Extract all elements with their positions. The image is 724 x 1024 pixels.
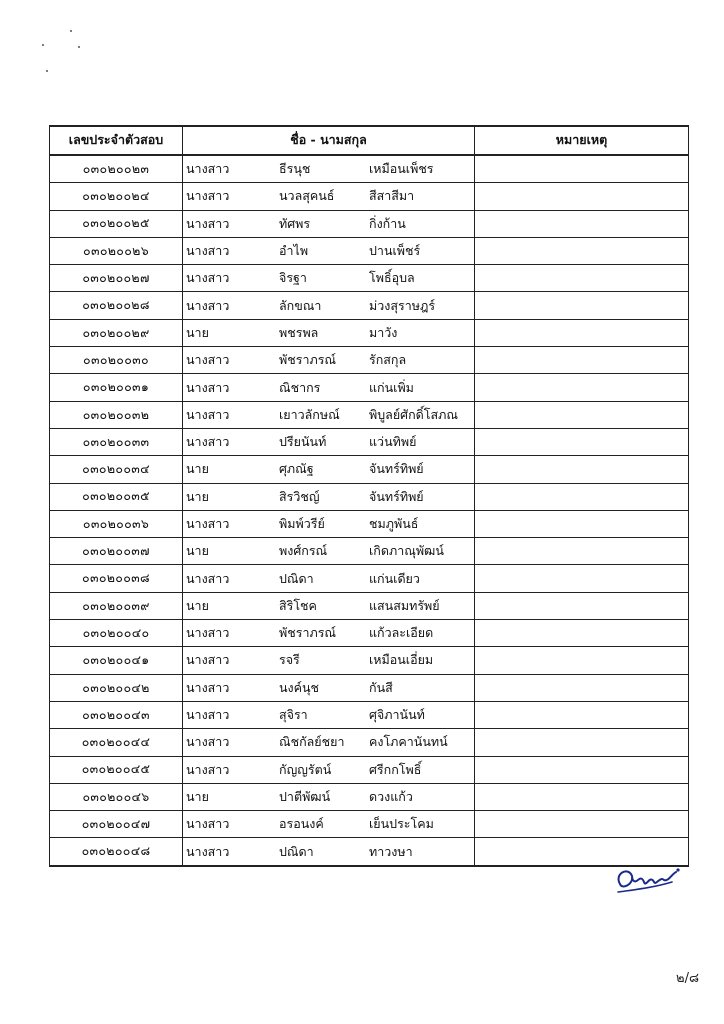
exam-id-cell: ๐๓๐๒๐๐๓๒: [50, 401, 183, 428]
name-title: นางสาว: [186, 351, 230, 367]
last-name: เหมือนเพ็ชร: [369, 160, 434, 176]
full-name-cell: [183, 538, 475, 565]
first-name: ปรียนันท์: [279, 433, 327, 449]
speck: [70, 30, 72, 32]
last-name: แก่นเดียว: [369, 570, 420, 586]
full-name-cell: [183, 701, 475, 728]
exam-id-cell: ๐๓๐๒๐๐๔๓: [50, 701, 183, 728]
header-full-name: ชื่อ - นามสกุล: [183, 126, 475, 155]
name-title: นาย: [186, 488, 209, 504]
last-name: ทาวงษา: [369, 843, 413, 859]
first-name: นงค์นุช: [279, 679, 320, 695]
first-name: พชรพล: [279, 324, 319, 340]
last-name: แก้วละเอียด: [369, 624, 434, 640]
table-row: [50, 292, 689, 319]
exam-id-cell: ๐๓๐๒๐๐๔๘: [50, 838, 183, 866]
table-row: [50, 701, 689, 728]
name-title: นางสาว: [186, 433, 230, 449]
name-title: นางสาว: [186, 706, 230, 722]
first-name: อรอนงค์: [279, 816, 324, 832]
first-name: ปาตีพัฒน์: [279, 788, 331, 804]
full-name-cell: [183, 756, 475, 783]
exam-id-cell: ๐๓๐๒๐๐๓๕: [50, 483, 183, 510]
remarks-cell: [475, 592, 689, 619]
exam-id-cell: ๐๓๐๒๐๐๓๓: [50, 428, 183, 455]
full-name-cell: [183, 811, 475, 838]
last-name: ม่วงสุราษฎร์: [369, 297, 436, 313]
name-title: นางสาว: [186, 379, 230, 395]
header-exam-id: เลขประจำตัวสอบ: [50, 126, 183, 155]
first-name: สุจิรา: [279, 706, 308, 722]
exam-id-cell: ๐๓๐๒๐๐๔๕: [50, 756, 183, 783]
remarks-cell: [475, 183, 689, 210]
table-row: [50, 811, 689, 838]
table-row: [50, 319, 689, 346]
first-name: เยาวลักษณ์: [279, 406, 340, 422]
last-name: ศรีกกโพธิ์: [369, 761, 422, 777]
last-name: โพธิ์อุบล: [369, 270, 415, 286]
name-title: นางสาว: [186, 843, 230, 859]
exam-id-cell: ๐๓๐๒๐๐๔๖: [50, 783, 183, 810]
table-row: [50, 183, 689, 210]
name-title: นาย: [186, 597, 209, 613]
first-name: ปณิดา: [279, 843, 314, 859]
last-name: เหมือนเอี่ยม: [369, 652, 434, 668]
name-title: นางสาว: [186, 297, 230, 313]
last-name: คงโภคานันทน์: [369, 734, 448, 750]
name-title: นาย: [186, 543, 209, 559]
full-name-cell: [183, 237, 475, 264]
table-row: [50, 456, 689, 483]
last-name: แว่นทิพย์: [369, 433, 417, 449]
full-name-cell: [183, 292, 475, 319]
table-row: [50, 265, 689, 292]
exam-id-cell: ๐๓๐๒๐๐๓๐: [50, 347, 183, 374]
name-title: นางสาว: [186, 188, 230, 204]
last-name: ชมภูพันธ์: [369, 515, 419, 531]
exam-id-cell: ๐๓๐๒๐๐๒๖: [50, 237, 183, 264]
table-row: [50, 729, 689, 756]
remarks-cell: [475, 428, 689, 455]
table-row: [50, 838, 689, 866]
name-title: นางสาว: [186, 624, 230, 640]
exam-id-cell: ๐๓๐๒๐๐๓๘: [50, 565, 183, 592]
last-name: จันทร์ทิพย์: [369, 488, 424, 504]
remarks-cell: [475, 319, 689, 346]
exam-id-cell: ๐๓๐๒๐๐๒๙: [50, 319, 183, 346]
remarks-cell: [475, 756, 689, 783]
name-title: นางสาว: [186, 242, 230, 258]
name-title: นาย: [186, 788, 209, 804]
first-name: จิรฐา: [279, 270, 307, 286]
first-name: กัญญรัตน์: [279, 761, 332, 777]
full-name-cell: [183, 347, 475, 374]
remarks-cell: [475, 292, 689, 319]
full-name-cell: [183, 647, 475, 674]
table-header-row: [50, 126, 689, 155]
name-title: นางสาว: [186, 160, 230, 176]
exam-id-cell: ๐๓๐๒๐๐๔๐: [50, 620, 183, 647]
table-row: [50, 210, 689, 237]
first-name: พัชราภรณ์: [279, 624, 337, 640]
name-title: นางสาว: [186, 406, 230, 422]
last-name: เกิดภาณุพัฒน์: [369, 543, 444, 559]
speck: [46, 70, 48, 72]
remarks-cell: [475, 674, 689, 701]
remarks-cell: [475, 374, 689, 401]
full-name-cell: [183, 510, 475, 537]
scan-specks: [30, 28, 90, 88]
last-name: แก่นเพิ่ม: [369, 379, 414, 395]
remarks-cell: [475, 401, 689, 428]
exam-id-cell: ๐๓๐๒๐๐๓๑: [50, 374, 183, 401]
remarks-cell: [475, 265, 689, 292]
full-name-cell: [183, 401, 475, 428]
full-name-cell: [183, 783, 475, 810]
last-name: แสนสมทรัพย์: [369, 597, 440, 613]
table-row: [50, 592, 689, 619]
exam-id-cell: ๐๓๐๒๐๐๒๗: [50, 265, 183, 292]
table-row: [50, 401, 689, 428]
first-name: ณิชกัลย์ชยา: [279, 734, 345, 750]
exam-id-cell: ๐๓๐๒๐๐๓๔: [50, 456, 183, 483]
first-name: ลักขณา: [279, 297, 322, 313]
table-body: [50, 155, 689, 866]
table-row: [50, 483, 689, 510]
exam-id-cell: ๐๓๐๒๐๐๒๘: [50, 292, 183, 319]
page-number: ๒/๘: [676, 971, 699, 986]
full-name-cell: [183, 155, 475, 183]
full-name-cell: [183, 729, 475, 756]
last-name: กิ่งก้าน: [369, 215, 406, 231]
table-row: [50, 620, 689, 647]
full-name-cell: [183, 265, 475, 292]
table-row: [50, 756, 689, 783]
table-row: [50, 374, 689, 401]
exam-id-cell: ๐๓๐๒๐๐๔๔: [50, 729, 183, 756]
full-name-cell: [183, 620, 475, 647]
table-row: [50, 647, 689, 674]
name-title: นาย: [186, 324, 209, 340]
name-title: นาย: [186, 461, 209, 477]
name-title: นางสาว: [186, 761, 230, 777]
full-name-cell: [183, 456, 475, 483]
last-name: เย็นประโคม: [369, 816, 434, 832]
remarks-cell: [475, 811, 689, 838]
remarks-cell: [475, 783, 689, 810]
remarks-cell: [475, 483, 689, 510]
last-name: สีสาสีมา: [369, 188, 415, 204]
full-name-cell: [183, 210, 475, 237]
remarks-cell: [475, 155, 689, 183]
name-title: นางสาว: [186, 816, 230, 832]
exam-id-cell: ๐๓๐๒๐๐๓๗: [50, 538, 183, 565]
name-title: นางสาว: [186, 515, 230, 531]
first-name: อำไพ: [279, 242, 309, 258]
last-name: กันสี: [369, 679, 393, 695]
full-name-cell: [183, 183, 475, 210]
remarks-cell: [475, 456, 689, 483]
last-name: ปานเพ็ชร์: [369, 242, 421, 258]
full-name-cell: [183, 674, 475, 701]
signature-image: [612, 862, 684, 902]
name-title: นางสาว: [186, 570, 230, 586]
table-row: [50, 674, 689, 701]
remarks-cell: [475, 701, 689, 728]
last-name: ดวงแก้ว: [369, 788, 413, 804]
exam-id-cell: ๐๓๐๒๐๐๔๗: [50, 811, 183, 838]
exam-id-cell: ๐๓๐๒๐๐๓๖: [50, 510, 183, 537]
header-remarks: หมายเหตุ: [475, 126, 689, 155]
first-name: ธีรนุช: [279, 160, 311, 176]
exam-id-cell: ๐๓๐๒๐๐๔๑: [50, 647, 183, 674]
last-name: มาวัง: [369, 324, 398, 340]
remarks-cell: [475, 565, 689, 592]
remarks-cell: [475, 237, 689, 264]
remarks-cell: [475, 620, 689, 647]
first-name: ปณิดา: [279, 570, 314, 586]
full-name-cell: [183, 483, 475, 510]
name-title: นางสาว: [186, 215, 230, 231]
table-row: [50, 538, 689, 565]
first-name: ทัศพร: [279, 215, 311, 231]
name-title: นางสาว: [186, 652, 230, 668]
full-name-cell: [183, 592, 475, 619]
first-name: รจรี: [279, 652, 300, 668]
remarks-cell: [475, 729, 689, 756]
exam-id-cell: ๐๓๐๒๐๐๒๓: [50, 155, 183, 183]
table-row: [50, 565, 689, 592]
table-row: [50, 510, 689, 537]
remarks-cell: [475, 347, 689, 374]
first-name: สิริโชค: [279, 597, 317, 613]
table-row: [50, 155, 689, 183]
first-name: นวลสุคนธ์: [279, 188, 335, 204]
candidate-table: [49, 125, 689, 867]
remarks-cell: [475, 538, 689, 565]
first-name: พัชราภรณ์: [279, 351, 337, 367]
full-name-cell: [183, 374, 475, 401]
full-name-cell: [183, 838, 475, 866]
name-title: นางสาว: [186, 679, 230, 695]
table-row: [50, 428, 689, 455]
table-row: [50, 347, 689, 374]
full-name-cell: [183, 428, 475, 455]
table-row: [50, 783, 689, 810]
last-name: รักสกุล: [369, 351, 407, 367]
first-name: ณิชากร: [279, 379, 321, 395]
name-title: นางสาว: [186, 734, 230, 750]
last-name: พิบูลย์ศักดิ์โสภณ: [369, 406, 458, 422]
first-name: ศุภณัฐ: [279, 461, 314, 477]
full-name-cell: [183, 565, 475, 592]
remarks-cell: [475, 210, 689, 237]
first-name: สิรวิชญ์: [279, 488, 320, 504]
last-name: จันทร์ทิพย์: [369, 461, 424, 477]
exam-id-cell: ๐๓๐๒๐๐๓๙: [50, 592, 183, 619]
first-name: พิมพ์วรีย์: [279, 515, 325, 531]
exam-id-cell: ๐๓๐๒๐๐๒๔: [50, 183, 183, 210]
speck: [42, 44, 44, 46]
exam-id-cell: ๐๓๐๒๐๐๒๕: [50, 210, 183, 237]
remarks-cell: [475, 647, 689, 674]
full-name-cell: [183, 319, 475, 346]
first-name: พงศ์กรณ์: [279, 543, 328, 559]
name-title: นางสาว: [186, 270, 230, 286]
exam-id-cell: ๐๓๐๒๐๐๔๒: [50, 674, 183, 701]
table-row: [50, 237, 689, 264]
remarks-cell: [475, 510, 689, 537]
speck: [78, 46, 80, 48]
last-name: ศุจิภานันท์: [369, 706, 425, 722]
